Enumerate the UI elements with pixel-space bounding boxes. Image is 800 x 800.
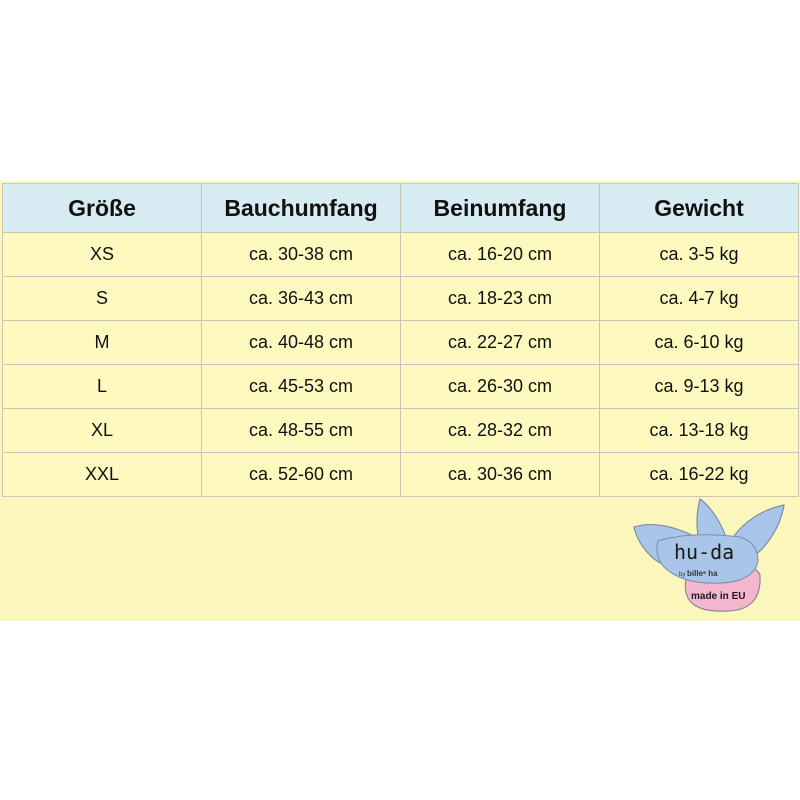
cell-waist: ca. 52-60 cm — [202, 453, 401, 497]
made-in-eu-badge: made in EU — [691, 591, 746, 602]
cell-weight: ca. 9-13 kg — [600, 365, 799, 409]
cell-size: XL — [3, 409, 202, 453]
logo-by-prefix: by — [679, 572, 686, 578]
cell-waist: ca. 48-55 cm — [202, 409, 401, 453]
cell-waist: ca. 40-48 cm — [202, 321, 401, 365]
cell-leg: ca. 28-32 cm — [401, 409, 600, 453]
size-chart-table — [2, 183, 799, 497]
logo-brand-text: hu-da — [674, 540, 735, 564]
logo-byline — [679, 569, 718, 578]
header-waist: Bauchumfang — [202, 184, 401, 233]
table-row — [3, 321, 799, 365]
cell-weight: ca. 6-10 kg — [600, 321, 799, 365]
header-size: Größe — [3, 184, 202, 233]
header-leg: Beinumfang — [401, 184, 600, 233]
logo-by-name: billeˢ ha — [687, 569, 718, 578]
cell-weight: ca. 3-5 kg — [600, 233, 799, 277]
cell-leg: ca. 16-20 cm — [401, 233, 600, 277]
cell-leg: ca. 18-23 cm — [401, 277, 600, 321]
table-row — [3, 453, 799, 497]
cell-leg: ca. 30-36 cm — [401, 453, 600, 497]
cell-waist: ca. 36-43 cm — [202, 277, 401, 321]
cell-size: XS — [3, 233, 202, 277]
cell-weight: ca. 13-18 kg — [600, 409, 799, 453]
cell-weight: ca. 4-7 kg — [600, 277, 799, 321]
cell-size: XXL — [3, 453, 202, 497]
table-row — [3, 409, 799, 453]
cell-waist: ca. 45-53 cm — [202, 365, 401, 409]
cell-leg: ca. 22-27 cm — [401, 321, 600, 365]
cell-leg: ca. 26-30 cm — [401, 365, 600, 409]
table-row — [3, 233, 799, 277]
table-row — [3, 277, 799, 321]
brand-logo — [630, 497, 788, 615]
table-header-row — [3, 184, 799, 233]
cell-waist: ca. 30-38 cm — [202, 233, 401, 277]
cell-size: M — [3, 321, 202, 365]
cell-size: S — [3, 277, 202, 321]
cell-size: L — [3, 365, 202, 409]
table-row — [3, 365, 799, 409]
cell-weight: ca. 16-22 kg — [600, 453, 799, 497]
header-weight: Gewicht — [600, 184, 799, 233]
